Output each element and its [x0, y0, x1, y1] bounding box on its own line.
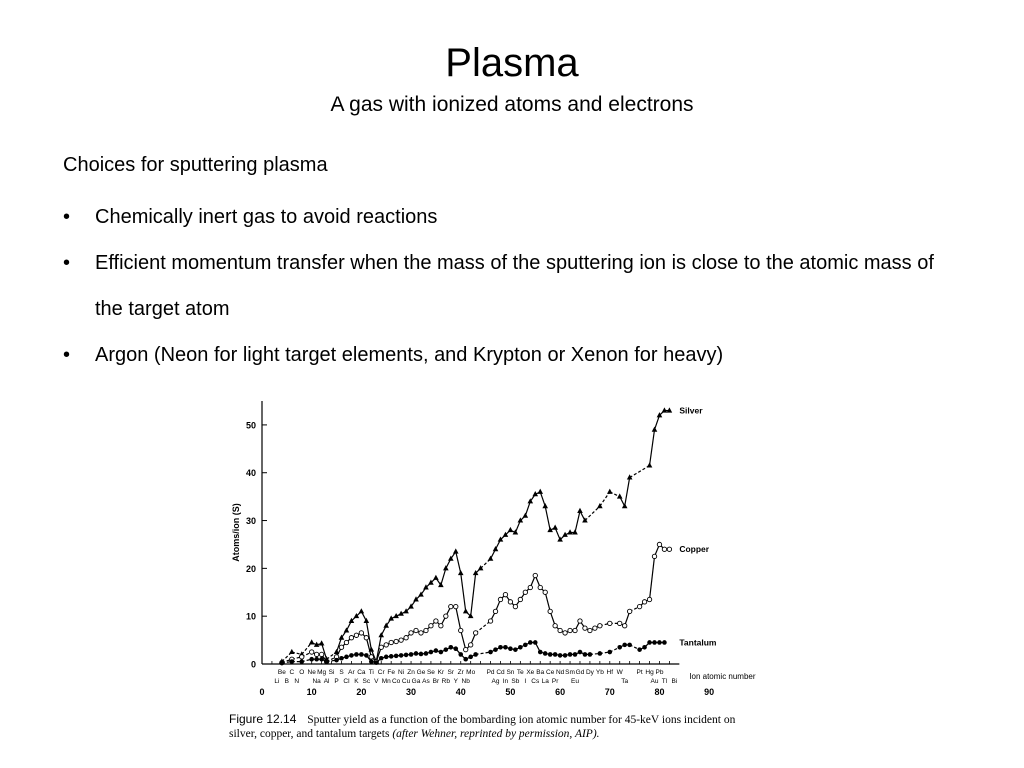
- element-label-bottom: Ga: [411, 678, 421, 685]
- data-point-silver: [537, 489, 543, 494]
- data-point-copper: [404, 636, 408, 640]
- data-point-silver: [378, 632, 384, 637]
- data-point-copper: [627, 609, 631, 613]
- data-point-silver: [458, 570, 464, 575]
- data-point-silver: [289, 649, 295, 654]
- data-point-tantalum: [503, 645, 508, 650]
- data-point-tantalum: [642, 645, 647, 650]
- element-label-top: W: [616, 669, 623, 676]
- data-point-tantalum: [429, 650, 434, 655]
- sputter-yield-chart: [222, 388, 762, 708]
- element-label-bottom: La: [541, 678, 549, 685]
- data-point-silver: [453, 548, 459, 553]
- element-label-bottom: Cl: [343, 678, 350, 685]
- data-point-tantalum: [622, 643, 627, 648]
- data-point-tantalum: [344, 655, 349, 660]
- data-point-tantalum: [568, 652, 573, 657]
- data-point-copper: [339, 645, 343, 649]
- data-point-tantalum: [369, 659, 374, 664]
- data-point-copper: [533, 573, 537, 577]
- x-tick-label: 0: [259, 687, 265, 697]
- x-tick-label: 90: [704, 687, 715, 697]
- element-label-bottom: N: [294, 678, 300, 685]
- data-point-tantalum: [627, 643, 632, 648]
- data-point-tantalum: [424, 651, 429, 656]
- data-point-tantalum: [314, 657, 319, 662]
- element-label-top: Ar: [348, 669, 355, 676]
- data-point-tantalum: [488, 650, 493, 655]
- series-segment-silver: [655, 415, 660, 429]
- data-point-tantalum: [394, 654, 399, 659]
- y-tick-label: 40: [245, 468, 256, 479]
- data-point-copper: [528, 585, 532, 589]
- data-point-tantalum: [324, 659, 329, 664]
- data-point-copper: [399, 638, 403, 642]
- data-point-copper: [473, 631, 477, 635]
- data-point-tantalum: [290, 659, 295, 664]
- element-label-top: Gd: [575, 669, 585, 676]
- element-label-top: Xe: [526, 669, 535, 676]
- data-point-tantalum: [508, 646, 513, 651]
- bullet-text: Chemically inert gas to avoid reactions: [95, 206, 438, 228]
- data-point-copper: [498, 597, 502, 601]
- bullet-item: [63, 332, 963, 378]
- element-label-top: Mg: [317, 669, 327, 676]
- data-point-copper: [583, 626, 587, 630]
- slide-title: Plasma: [445, 41, 579, 85]
- data-point-copper: [642, 600, 646, 604]
- element-label-bottom: Tl: [661, 678, 668, 685]
- data-point-silver: [617, 493, 623, 498]
- series-segment-copper: [476, 621, 491, 633]
- series-label-silver: Silver: [679, 405, 703, 416]
- data-point-copper: [598, 624, 602, 628]
- y-tick-label: 20: [245, 563, 256, 574]
- data-point-tantalum: [299, 659, 304, 664]
- data-point-copper: [573, 628, 577, 632]
- data-point-silver: [597, 503, 603, 508]
- element-label-bottom: Li: [274, 678, 280, 685]
- bullet-icon: •: [63, 252, 71, 274]
- data-point-copper: [369, 655, 373, 659]
- data-point-copper: [508, 600, 512, 604]
- data-point-silver: [622, 503, 628, 508]
- data-point-tantalum: [334, 658, 339, 663]
- element-label-top: Sr: [447, 669, 455, 676]
- data-point-copper: [622, 624, 626, 628]
- y-tick-label: 10: [245, 611, 256, 622]
- data-point-copper: [468, 643, 472, 647]
- series-segment-copper: [545, 592, 550, 611]
- y-axis-label: Atoms/ion (S): [231, 503, 241, 562]
- y-tick-label: 0: [250, 659, 256, 670]
- data-point-copper: [652, 554, 656, 558]
- data-point-silver: [309, 639, 315, 644]
- data-point-tantalum: [637, 647, 642, 652]
- element-label-top: Yb: [595, 669, 604, 676]
- figure-caption-citation: (after Wehner, reprinted by permission, AIP).: [392, 728, 600, 740]
- data-point-copper: [434, 619, 438, 623]
- element-label-top: Kr: [437, 669, 445, 676]
- series-segment-silver: [545, 506, 550, 530]
- data-point-copper: [647, 597, 651, 601]
- element-label-bottom: Ag: [491, 678, 500, 685]
- element-label-bottom: Co: [391, 678, 401, 685]
- element-label-top: C: [289, 669, 295, 676]
- data-point-copper: [439, 624, 443, 628]
- data-point-tantalum: [359, 652, 364, 657]
- data-point-silver: [508, 527, 514, 532]
- data-point-copper: [414, 628, 418, 632]
- data-point-copper: [662, 547, 666, 551]
- data-point-copper: [518, 597, 522, 601]
- element-label-top: Ce: [546, 669, 555, 676]
- element-label-top: Ne: [307, 669, 316, 676]
- data-point-copper: [523, 590, 527, 594]
- x-tick-label: 80: [654, 687, 665, 697]
- bullet-text: Efficient momentum transfer when the mass of the sputtering ion is close to the atomic mass of the target atom: [95, 252, 934, 320]
- element-label-bottom: Au: [650, 678, 659, 685]
- x-tick-label: 40: [455, 687, 466, 697]
- data-point-copper: [394, 639, 398, 643]
- data-point-silver: [493, 546, 499, 551]
- series-segment-silver: [625, 478, 630, 507]
- data-point-copper: [618, 621, 622, 625]
- data-point-copper: [493, 609, 497, 613]
- data-point-tantalum: [493, 647, 498, 652]
- data-point-silver: [344, 627, 350, 632]
- slide-subtitle: A gas with ionized atoms and electrons: [330, 93, 694, 116]
- data-point-copper: [409, 631, 413, 635]
- series-segment-silver: [585, 506, 600, 520]
- data-point-tantalum: [384, 655, 389, 660]
- data-point-tantalum: [399, 653, 404, 658]
- data-point-tantalum: [339, 656, 344, 661]
- element-label-bottom: I: [524, 678, 527, 685]
- bullet-icon: •: [63, 344, 71, 366]
- data-point-copper: [389, 640, 393, 644]
- data-point-tantalum: [498, 645, 503, 650]
- figure-caption-text: Sputter yield as a function of the bombarding ion atomic number for 45-keV ions incident on silver, copper, and tantalum targets: [229, 714, 736, 740]
- x-tick-label: 50: [505, 687, 516, 697]
- data-point-tantalum: [518, 645, 523, 650]
- data-point-tantalum: [463, 657, 468, 662]
- y-tick-label: 30: [245, 516, 256, 527]
- data-point-silver: [662, 407, 668, 412]
- data-point-silver: [359, 608, 365, 613]
- data-point-tantalum: [439, 650, 444, 655]
- element-label-bottom: V: [374, 678, 379, 685]
- data-point-tantalum: [543, 651, 548, 656]
- data-point-tantalum: [434, 648, 439, 653]
- element-label-top: Ni: [398, 669, 405, 676]
- element-label-bottom: Na: [312, 678, 321, 685]
- data-point-copper: [419, 631, 423, 635]
- data-point-copper: [364, 636, 368, 640]
- data-point-copper: [667, 547, 671, 551]
- element-label-bottom: B: [284, 678, 290, 685]
- data-point-tantalum: [662, 640, 667, 645]
- element-label-bottom: Cu: [401, 678, 411, 685]
- data-point-copper: [657, 542, 661, 546]
- element-label-top: Ba: [536, 669, 545, 676]
- data-point-silver: [552, 525, 558, 530]
- data-point-tantalum: [389, 654, 394, 659]
- element-label-top: Se: [426, 669, 435, 676]
- series-segment-copper: [456, 607, 461, 631]
- data-point-tantalum: [414, 651, 419, 656]
- series-label-copper: Copper: [679, 544, 710, 555]
- x-tick-label: 30: [406, 687, 417, 697]
- element-label-bottom: Rb: [441, 678, 450, 685]
- bullet-icon: •: [63, 206, 71, 228]
- data-point-tantalum: [647, 640, 652, 645]
- data-point-copper: [459, 628, 463, 632]
- element-label-bottom: Ta: [621, 678, 629, 685]
- data-point-tantalum: [449, 645, 454, 650]
- data-point-copper: [454, 604, 458, 608]
- data-point-tantalum: [349, 653, 354, 658]
- element-label-top: Dy: [585, 669, 594, 676]
- series-segment-copper: [650, 556, 655, 599]
- element-label-bottom: Eu: [571, 678, 579, 685]
- data-point-copper: [379, 645, 383, 649]
- data-point-copper: [429, 624, 433, 628]
- data-point-copper: [300, 655, 304, 659]
- data-point-copper: [543, 590, 547, 594]
- data-point-copper: [548, 609, 552, 613]
- data-point-silver: [478, 565, 484, 570]
- bullet-item: [63, 194, 963, 240]
- data-point-copper: [563, 631, 567, 635]
- element-label-top: Te: [516, 669, 524, 676]
- data-point-tantalum: [607, 650, 612, 655]
- data-point-tantalum: [374, 660, 379, 665]
- element-label-top: Pb: [655, 669, 664, 676]
- element-label-bottom: Sc: [362, 678, 371, 685]
- data-point-tantalum: [652, 640, 657, 645]
- data-point-tantalum: [468, 655, 473, 660]
- bullet-item: [63, 240, 963, 332]
- element-label-bottom: Pr: [551, 678, 559, 685]
- data-point-copper: [354, 633, 358, 637]
- element-label-top: Si: [328, 669, 335, 676]
- data-point-silver: [463, 608, 469, 613]
- series-label-tantalum: Tantalum: [679, 637, 717, 648]
- element-label-top: O: [299, 669, 305, 676]
- element-label-bottom: Al: [323, 678, 330, 685]
- element-label-bottom: Nb: [461, 678, 470, 685]
- data-point-tantalum: [553, 652, 558, 657]
- element-label-bottom: P: [334, 678, 339, 685]
- sputter-yield-figure: [222, 388, 762, 748]
- element-label-top: Pd: [486, 669, 495, 676]
- data-point-tantalum: [379, 656, 384, 661]
- element-label-bottom: Br: [432, 678, 440, 685]
- figure-caption: [229, 712, 749, 741]
- data-point-copper: [593, 626, 597, 630]
- element-label-top: Fe: [387, 669, 395, 676]
- data-point-tantalum: [563, 653, 568, 658]
- data-point-copper: [359, 631, 363, 635]
- data-point-tantalum: [657, 640, 662, 645]
- element-label-top: Hf: [606, 669, 614, 676]
- data-point-silver: [488, 556, 494, 561]
- element-label-bottom: K: [354, 678, 359, 685]
- data-point-copper: [349, 636, 353, 640]
- data-point-tantalum: [598, 651, 603, 656]
- element-label-top: Cd: [496, 669, 505, 676]
- data-point-copper: [637, 604, 641, 608]
- element-label-bottom: Sb: [511, 678, 520, 685]
- data-point-copper: [538, 585, 542, 589]
- data-point-copper: [588, 628, 592, 632]
- data-point-tantalum: [280, 661, 285, 666]
- element-label-top: Ge: [416, 669, 426, 676]
- data-point-tantalum: [473, 652, 478, 657]
- element-label-top: Cr: [377, 669, 385, 676]
- data-point-tantalum: [583, 652, 588, 657]
- series-segment-silver: [600, 492, 610, 506]
- series-segment-silver: [540, 492, 545, 506]
- data-point-copper: [314, 652, 318, 656]
- data-point-tantalum: [458, 652, 463, 657]
- data-point-tantalum: [354, 652, 359, 657]
- series-segment-silver: [441, 568, 446, 585]
- element-label-top: Sm: [565, 669, 575, 676]
- data-point-tantalum: [523, 643, 528, 648]
- series-segment-silver: [650, 430, 655, 466]
- data-point-copper: [558, 628, 562, 632]
- data-point-tantalum: [578, 650, 583, 655]
- element-label-bottom: Y: [453, 678, 458, 685]
- x-tick-label: 70: [604, 687, 615, 697]
- data-point-copper: [568, 628, 572, 632]
- data-point-copper: [608, 621, 612, 625]
- data-point-copper: [513, 604, 517, 608]
- y-tick-label: 50: [245, 420, 256, 431]
- element-label-bottom: In: [502, 678, 509, 685]
- element-label-bottom: Cs: [531, 678, 540, 685]
- data-point-tantalum: [588, 652, 593, 657]
- element-label-top: Hg: [645, 669, 654, 676]
- data-point-silver: [667, 407, 673, 412]
- series-segment-copper: [461, 631, 466, 650]
- figure-label: Figure 12.14: [229, 712, 297, 726]
- data-point-tantalum: [558, 653, 563, 658]
- data-point-copper: [309, 650, 313, 654]
- element-label-bottom: As: [422, 678, 430, 685]
- element-label-top: Ti: [368, 669, 374, 676]
- data-point-copper: [553, 624, 557, 628]
- data-point-silver: [652, 426, 658, 431]
- element-label-bottom: Bi: [671, 678, 678, 685]
- data-point-silver: [523, 513, 529, 518]
- data-point-tantalum: [538, 650, 543, 655]
- element-label-top: Zn: [407, 669, 415, 676]
- data-point-tantalum: [309, 657, 314, 662]
- element-label-top: S: [339, 669, 344, 676]
- data-point-tantalum: [533, 640, 538, 645]
- element-label-top: Sn: [506, 669, 515, 676]
- data-point-silver: [607, 489, 613, 494]
- series-segment-silver: [525, 501, 530, 515]
- data-point-silver: [542, 503, 548, 508]
- data-point-tantalum: [513, 647, 518, 652]
- x-tick-label: 10: [306, 687, 317, 697]
- data-point-silver: [364, 618, 370, 623]
- series-segment-silver: [461, 573, 466, 611]
- data-point-silver: [319, 640, 325, 645]
- data-point-copper: [464, 647, 468, 651]
- data-point-copper: [344, 640, 348, 644]
- x-tick-label: 20: [356, 687, 367, 697]
- data-point-tantalum: [444, 647, 449, 652]
- data-point-copper: [424, 628, 428, 632]
- element-label-top: Be: [277, 669, 286, 676]
- data-point-copper: [449, 604, 453, 608]
- element-label-top: Zr: [457, 669, 464, 676]
- data-point-silver: [433, 575, 439, 580]
- bullet-text: Argon (Neon for light target elements, and Krypton or Xenon for heavy): [95, 344, 724, 366]
- series-segment-silver: [471, 573, 476, 616]
- x-axis-label: Ion atomic number: [689, 672, 756, 681]
- series-segment-silver: [456, 552, 461, 574]
- data-point-silver: [582, 517, 588, 522]
- bullet-list: [63, 194, 963, 378]
- data-point-copper: [578, 619, 582, 623]
- element-label-top: Ca: [357, 669, 366, 676]
- data-point-copper: [444, 614, 448, 618]
- element-label-top: Mo: [466, 669, 476, 676]
- data-point-tantalum: [409, 652, 414, 657]
- data-point-tantalum: [364, 653, 369, 658]
- data-point-tantalum: [453, 646, 458, 651]
- intro-text: Choices for sputtering plasma: [63, 154, 328, 176]
- data-point-silver: [577, 508, 583, 513]
- series-segment-silver: [575, 511, 580, 533]
- data-point-tantalum: [319, 657, 324, 662]
- data-point-copper: [488, 619, 492, 623]
- data-point-tantalum: [404, 653, 409, 658]
- data-point-copper: [319, 652, 323, 656]
- data-point-tantalum: [548, 652, 553, 657]
- data-point-tantalum: [528, 640, 533, 645]
- series-segment-silver: [630, 466, 650, 478]
- data-point-tantalum: [419, 652, 424, 657]
- data-point-copper: [503, 592, 507, 596]
- element-label-top: Pt: [636, 669, 643, 676]
- element-label-top: Nd: [555, 669, 565, 676]
- data-point-tantalum: [617, 645, 622, 650]
- data-point-copper: [384, 643, 388, 647]
- data-point-silver: [443, 565, 449, 570]
- element-label-bottom: Mn: [381, 678, 391, 685]
- data-point-tantalum: [573, 652, 578, 657]
- x-tick-label: 60: [555, 687, 566, 697]
- data-point-silver: [647, 462, 653, 467]
